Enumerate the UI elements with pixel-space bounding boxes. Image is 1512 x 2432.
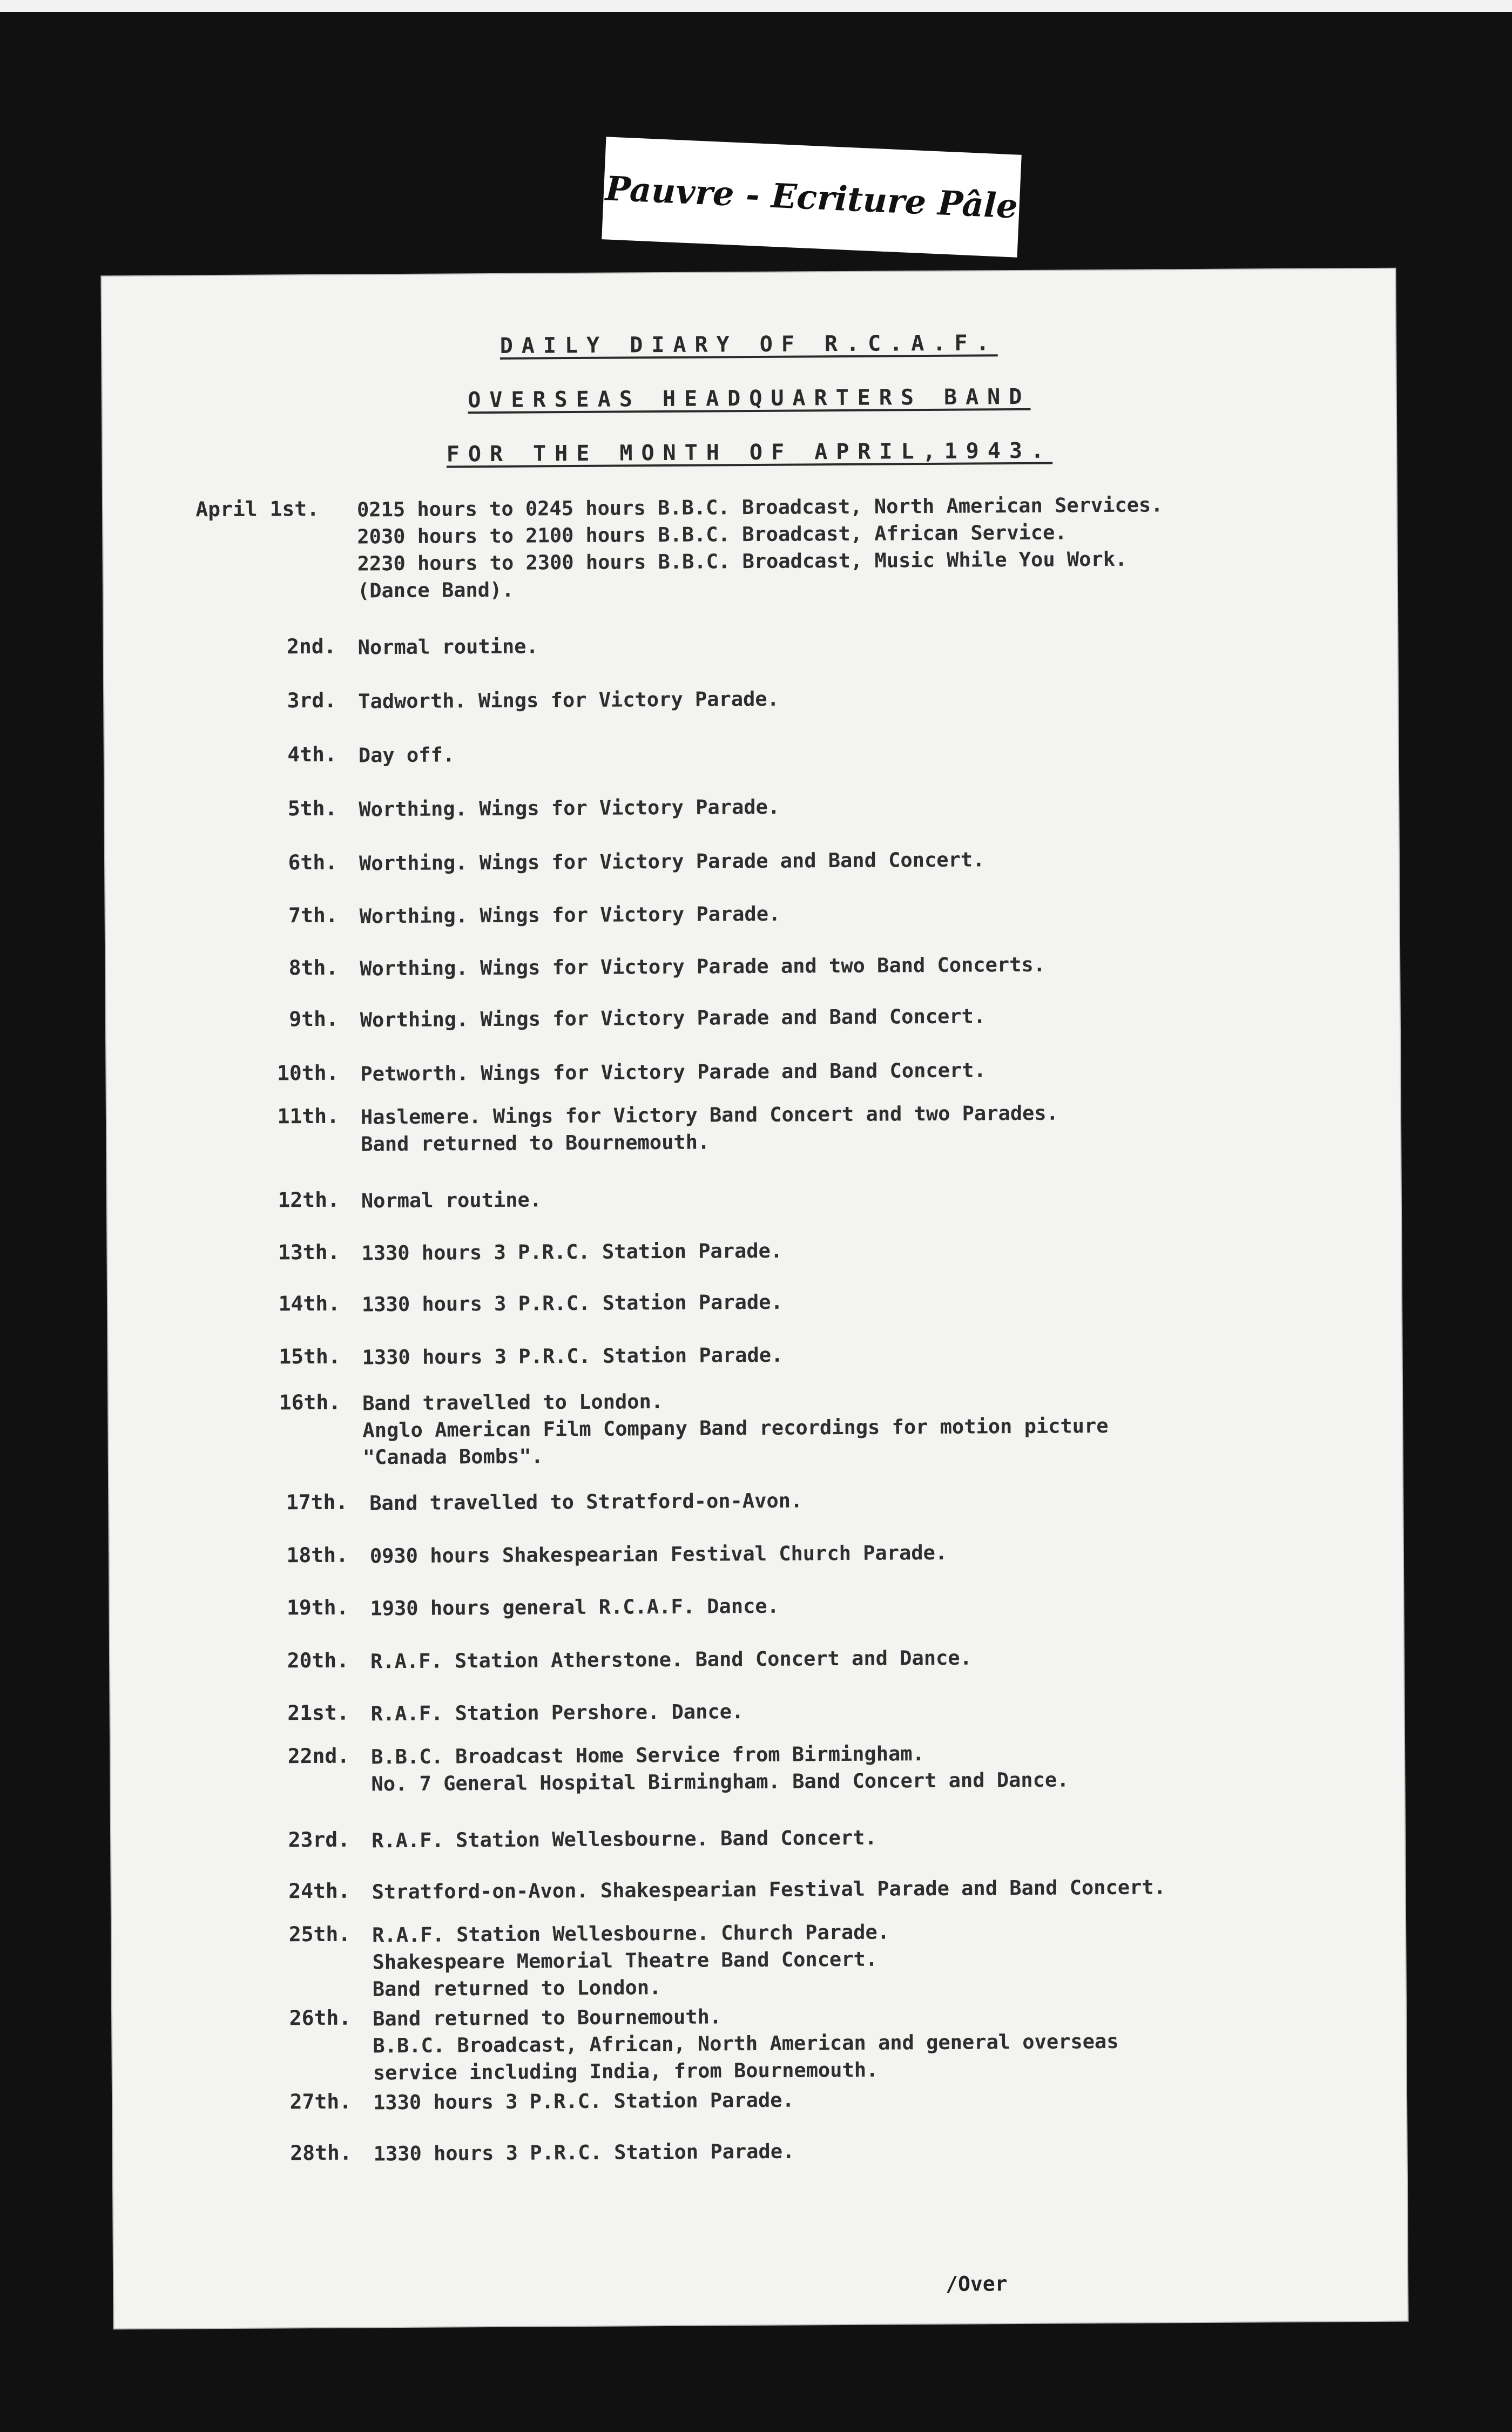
entry-date: 2nd. [286, 634, 336, 659]
entry-line: Worthing. Wings for Victory Parade. [359, 902, 781, 928]
entry-date: 19th. [286, 1595, 349, 1620]
entry-text [370, 1589, 1342, 1622]
film-top-edge [0, 0, 1512, 16]
diary-entry [108, 1285, 1401, 1316]
entry-line: Day off. [358, 743, 455, 767]
entry-date: 15th. [279, 1344, 341, 1369]
diary-entry [107, 1234, 1401, 1265]
entry-text [358, 682, 1330, 715]
entry-text [369, 1484, 1341, 1517]
archive-label-text: Pauvre - Ecriture Pâle [604, 168, 1019, 226]
entry-date: 6th. [288, 850, 338, 875]
archive-label-slip [602, 137, 1022, 257]
diary-entry [109, 1338, 1402, 1369]
entry-line: Band returned to London. [372, 1976, 662, 2001]
entry-line: 2230 hours to 2300 hours B.B.C. Broadcast, Music While You Work. [357, 547, 1128, 576]
diary-entry [109, 1484, 1402, 1515]
diary-entry [111, 1738, 1404, 1796]
diary-entry [105, 736, 1398, 767]
entry-text [357, 490, 1329, 604]
entry-text [360, 1001, 1332, 1033]
entry-line: No. 7 General Hospital Birmingham. Band Concert and Dance. [371, 1768, 1069, 1796]
diary-entry [104, 682, 1398, 713]
entry-date: 25th. [288, 1922, 351, 1947]
entry-date: 20th. [287, 1648, 349, 1673]
diary-entry [103, 490, 1396, 603]
entry-line: R.A.F. Station Atherstone. Band Concert and Dance. [370, 1646, 972, 1673]
entry-text [361, 1234, 1333, 1267]
entry-line: 1930 hours general R.C.A.F. Dance. [370, 1594, 779, 1620]
diary-entry [106, 1055, 1400, 1086]
entry-date: 7th. [288, 903, 338, 928]
entry-date: 28th. [290, 2140, 352, 2165]
entry-line: Worthing. Wings for Victory Parade and Band Concert. [360, 1004, 986, 1032]
entry-line: R.A.F. Station Wellesbourne. Church Parade. [372, 1920, 890, 1947]
entry-date: 8th. [288, 955, 339, 980]
entry-line: 1330 hours 3 P.R.C. Station Parade. [361, 1239, 783, 1265]
diary-entry [110, 1589, 1403, 1620]
entry-text [371, 1694, 1343, 1727]
entry-line: Anglo American Film Company Band recordings for motion picture [362, 1414, 1109, 1442]
entry-date: 14th. [278, 1291, 341, 1316]
entry-line: Band travelled to London. [362, 1390, 664, 1415]
entry-date: April 1st. [195, 496, 320, 522]
entry-line: B.B.C. Broadcast, African, North American and general overseas [373, 2029, 1119, 2058]
entry-date: 13th. [278, 1240, 340, 1265]
entry-line: 1330 hours 3 P.R.C. Station Parade. [373, 2139, 795, 2166]
over-note: /Over [946, 2272, 1008, 2296]
diary-entry [111, 1694, 1404, 1726]
entry-text [372, 1821, 1344, 1854]
entry-text [357, 628, 1329, 661]
entry-text [361, 1181, 1333, 1214]
entry-date: 4th. [287, 742, 337, 767]
entry-line: B.B.C. Broadcast Home Service from Birmingham. [371, 1742, 924, 1769]
diary-subtitle: OVERSEAS HEADQUARTERS BAND [468, 384, 1031, 413]
diary-entry [112, 1916, 1405, 2001]
entry-text [362, 1285, 1334, 1318]
diary-month: FOR THE MONTH OF APRIL,1943. [446, 438, 1053, 467]
entry-line: R.A.F. Station Wellesbourne. Band Concert. [371, 1826, 877, 1853]
diary-entry [107, 1181, 1401, 1213]
entry-line: Worthing. Wings for Victory Parade. [359, 795, 780, 821]
entry-date: 5th. [287, 796, 338, 821]
entry-date: 11th. [277, 1104, 340, 1129]
entry-line: Tadworth. Wings for Victory Parade. [358, 687, 780, 713]
entry-text [359, 790, 1331, 823]
entry-line: 1330 hours 3 P.R.C. Station Parade. [362, 1343, 784, 1369]
entry-date: 3rd. [287, 688, 337, 713]
entry-line: 1330 hours 3 P.R.C. Station Parade. [361, 1290, 783, 1316]
diary-entry [106, 897, 1399, 928]
entry-text [360, 949, 1332, 982]
entry-line: Band travelled to Stratford-on-Avon. [369, 1489, 803, 1515]
entry-date: 26th. [289, 2005, 352, 2030]
diary-page [102, 269, 1407, 2329]
entry-date: 23rd. [288, 1827, 350, 1852]
diary-entry [111, 1821, 1405, 1853]
diary-entry [105, 790, 1398, 821]
entry-date: 22nd. [287, 1744, 350, 1768]
diary-entry [104, 628, 1397, 659]
entry-line: R.A.F. Station Pershore. Dance. [370, 1700, 744, 1726]
entry-date: 9th. [289, 1006, 339, 1031]
entry-text [372, 1916, 1345, 2003]
entry-text [360, 1055, 1332, 1087]
diary-entry [109, 1384, 1402, 1469]
entry-date: 27th. [289, 2089, 352, 2114]
entry-line: service including India, from Bournemouth. [373, 2058, 879, 2085]
entry-text [362, 1338, 1334, 1371]
diary-entry [110, 1642, 1403, 1673]
entry-line: 0930 hours Shakespearian Festival Church Parade. [369, 1541, 948, 1568]
diary-entry [107, 1098, 1400, 1156]
diary-entry [113, 2134, 1407, 2166]
entry-text [371, 1738, 1344, 1798]
entry-text [359, 736, 1331, 769]
entry-text [373, 2083, 1345, 2116]
entry-text [360, 897, 1332, 930]
entry-text [370, 1642, 1342, 1675]
entry-line: Worthing. Wings for Victory Parade and two Band Concerts. [360, 952, 1046, 981]
entry-date: 21st. [287, 1700, 349, 1725]
entry-text [359, 844, 1331, 877]
entry-line: Normal routine. [357, 634, 538, 659]
entry-line: 0215 hours to 0245 hours B.B.C. Broadcast, North American Services. [356, 493, 1163, 522]
entry-line: Petworth. Wings for Victory Parade and Band Concert. [360, 1058, 986, 1086]
entry-line: Normal routine. [361, 1188, 542, 1213]
diary-entry [106, 949, 1399, 981]
entry-line: Stratford-on-Avon. Shakespearian Festival Parade and Band Concert. [372, 1875, 1166, 1904]
entry-date: 10th. [276, 1060, 339, 1085]
entry-text [362, 1384, 1335, 1471]
entry-date: 17th. [286, 1490, 348, 1515]
diary-entry [106, 1001, 1400, 1032]
diary-title: DAILY DIARY OF R.C.A.F. [500, 330, 998, 359]
diary-entry [105, 844, 1399, 875]
diary-entry [112, 1873, 1405, 1904]
entry-line: 1330 hours 3 P.R.C. Station Parade. [373, 2088, 794, 2115]
entry-date: 18th. [286, 1543, 349, 1568]
entry-line: "Canada Bombs". [362, 1444, 544, 1469]
entry-text [373, 1999, 1345, 2086]
entry-line: Worthing. Wings for Victory Parade and Band Concert. [359, 848, 985, 875]
diary-entry [110, 1537, 1403, 1568]
entry-line: Band returned to Bournemouth. [373, 2005, 722, 2031]
entry-date: 16th. [279, 1390, 341, 1415]
entry-text [374, 2134, 1346, 2167]
entry-text [361, 1098, 1333, 1158]
entry-line: Haslemere. Wings for Victory Band Concert and two Parades. [360, 1101, 1059, 1129]
entry-line: 2030 hours to 2100 hours B.B.C. Broadcast, African Service. [357, 521, 1067, 549]
entry-text [370, 1537, 1342, 1570]
entry-text [372, 1873, 1344, 1906]
entry-date: 24th. [288, 1879, 350, 1903]
entry-line: Band returned to Bournemouth. [361, 1130, 710, 1156]
entry-line: Shakespeare Memorial Theatre Band Concert. [372, 1947, 878, 1974]
diary-entries [102, 269, 1407, 2329]
entry-date: 12th. [278, 1187, 340, 1212]
entry-line: (Dance Band). [357, 578, 514, 603]
